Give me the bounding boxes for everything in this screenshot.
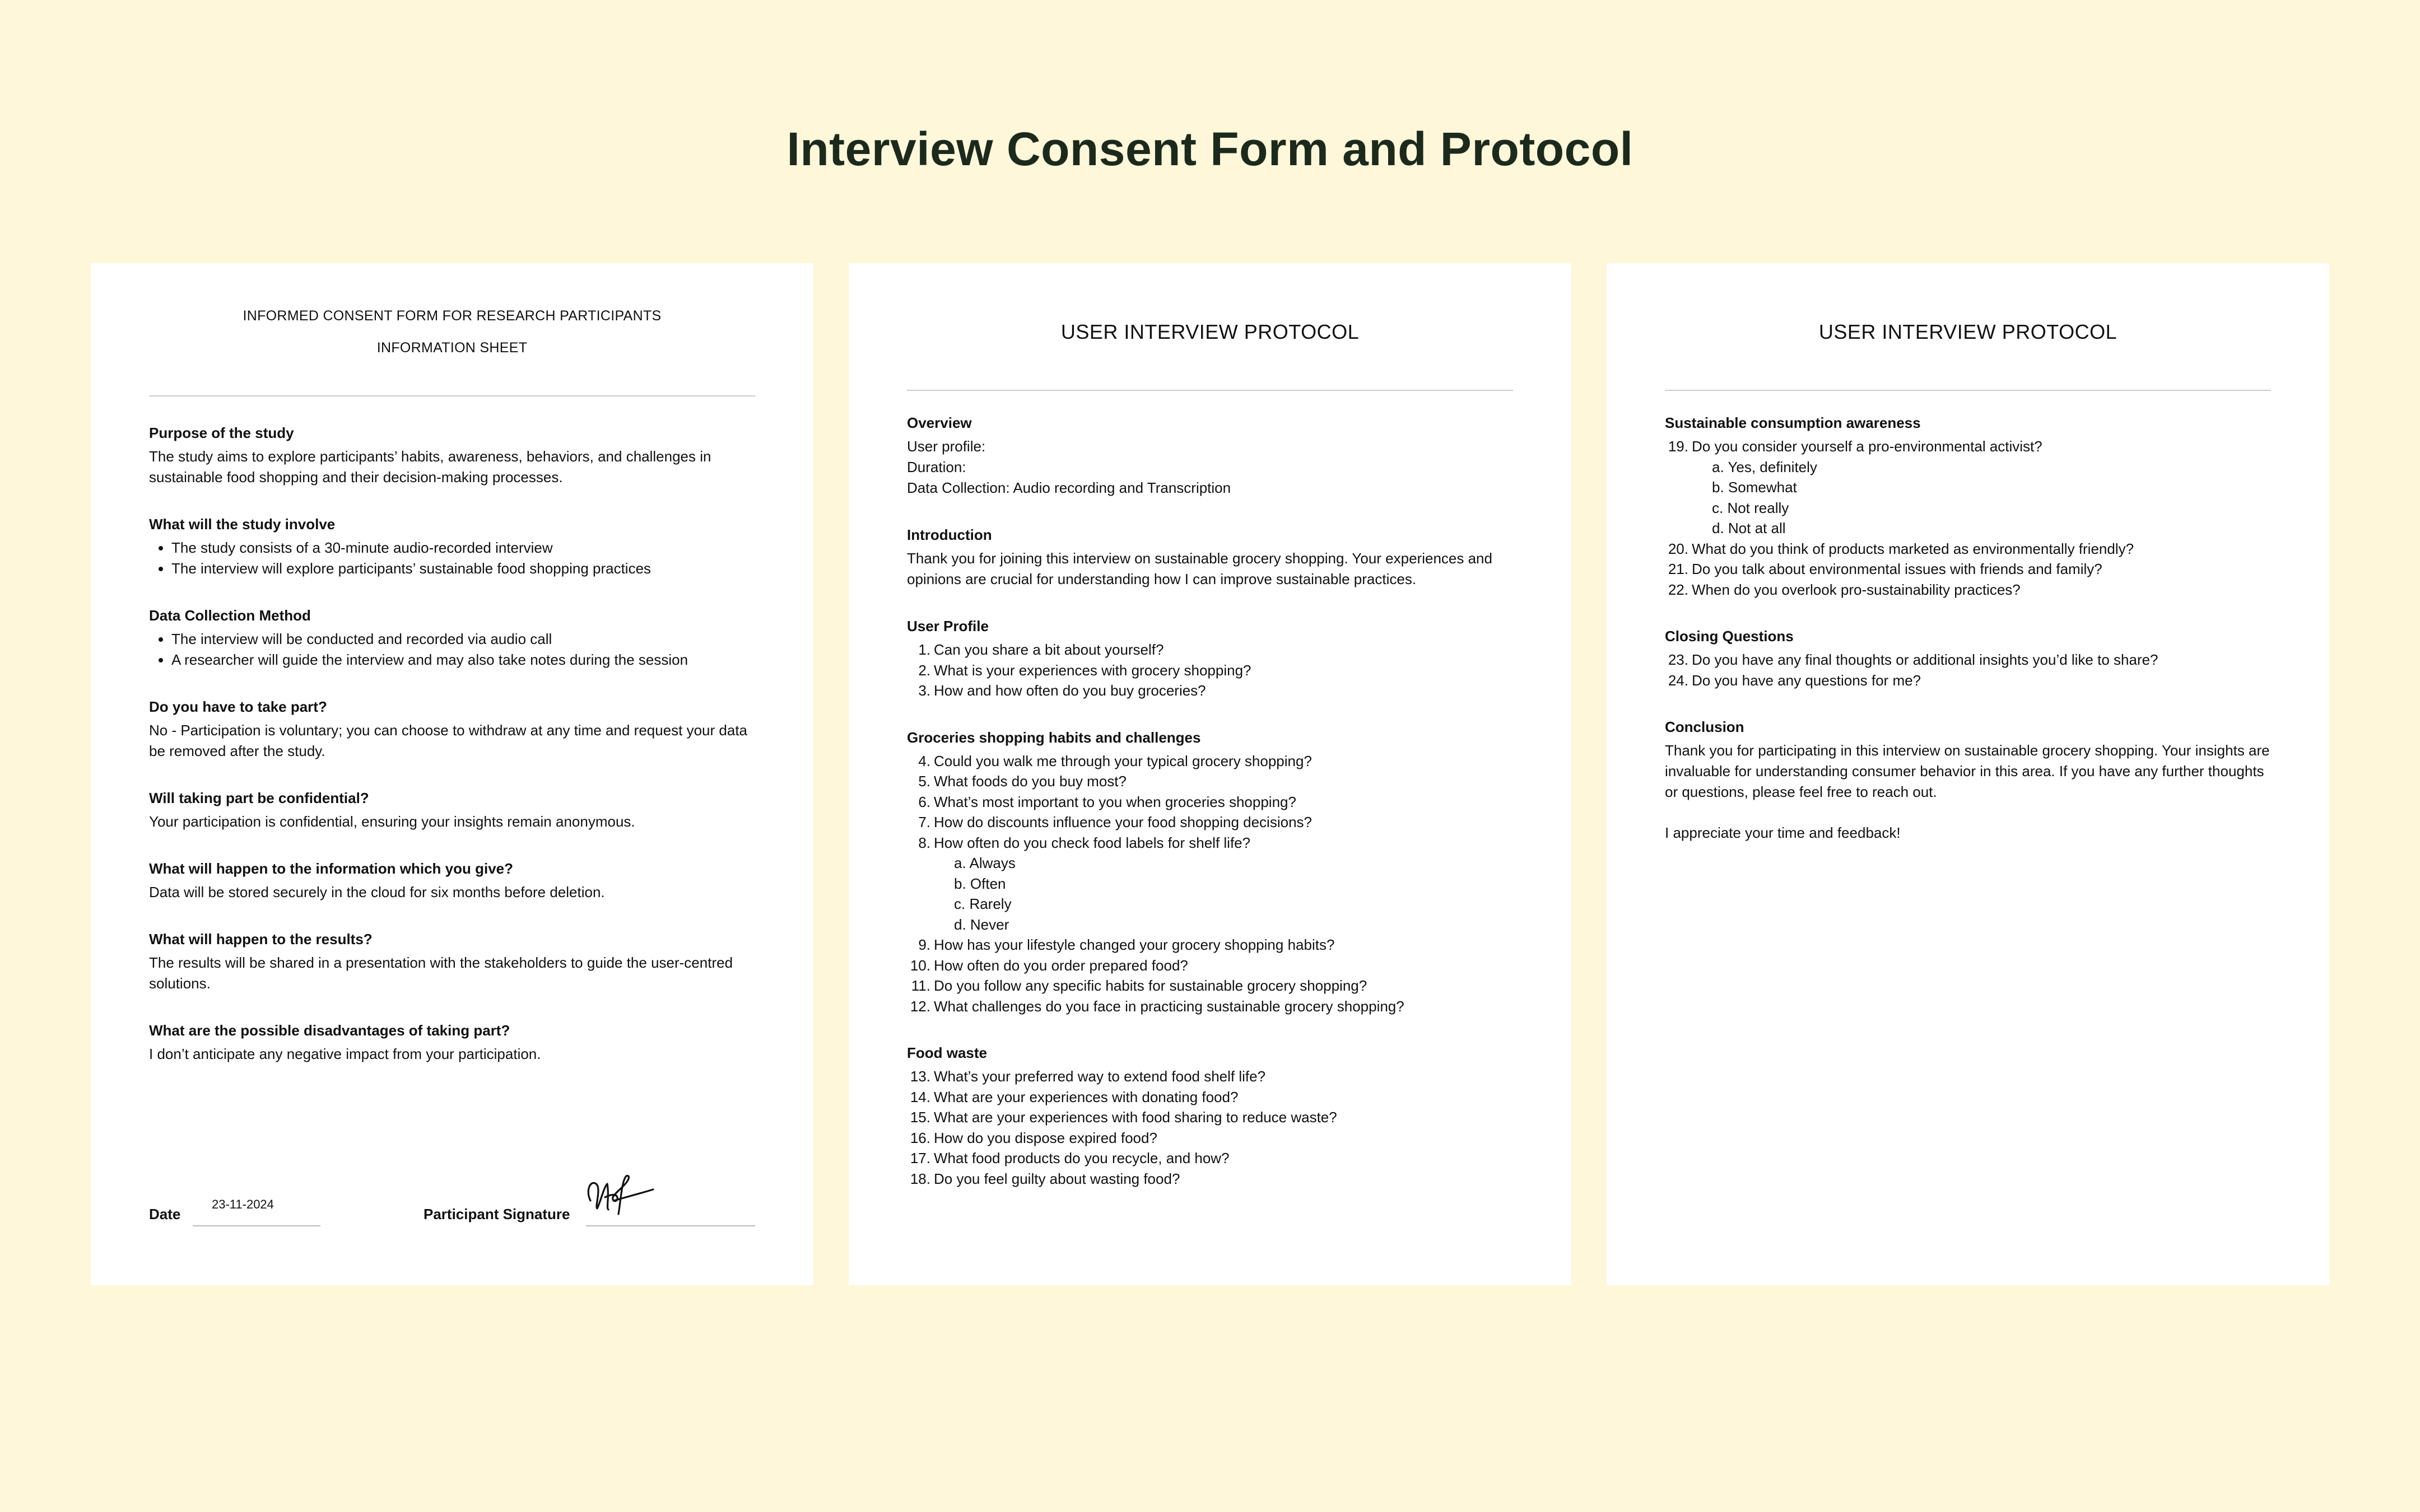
question-item: 11. Do you follow any specific habits for sustainable grocery shopping? (911, 977, 1367, 994)
section-purpose (149, 424, 755, 488)
section-title: Food waste (907, 1044, 988, 1061)
section-text: I don’t anticipate any negative impact from your participation. (149, 1046, 541, 1062)
section-title: Do you have to take part? (149, 698, 327, 715)
option-item: d. Not at all (1712, 520, 1786, 536)
signature-line (586, 1225, 755, 1226)
bullet-item: • A researcher will guide the interview and may also take notes during the session (171, 650, 755, 670)
section-text: Thank you for participating in this interview on sustainable grocery shopping. Your insights are invaluable for understanding consumer behavior in this area. If you have any further thoughts or questions, please feel free to reach out. (1665, 742, 2270, 800)
option-item: b. Somewhat (1712, 479, 1797, 496)
section-shopping-habits (907, 729, 1513, 1017)
overview-line: Data Collection: Audio recording and Transcription (907, 479, 1231, 496)
section-text: No - Participation is voluntary; you can choose to withdraw at any time and request your data be removed after the study. (149, 722, 748, 759)
bullet-item: • The interview will be conducted and recorded via audio call (171, 629, 755, 650)
section-title: What will the study involve (149, 516, 336, 533)
question-item: 12. What challenges do you face in practicing sustainable grocery shopping? (910, 997, 1404, 1015)
section-information (149, 860, 755, 903)
section-results (149, 931, 755, 994)
option-item: a. Always (954, 855, 1016, 871)
section-data-collection (149, 607, 755, 670)
question-item: 3. How and how often do you buy groceries? (918, 682, 1206, 699)
question-item: 13. What’s your preferred way to extend food shelf life? (910, 1068, 1266, 1085)
question-item: 16. How do you dispose expired food? (910, 1129, 1157, 1146)
signature-row (149, 1170, 755, 1226)
date-label: Date (149, 1206, 181, 1222)
section-text: Thank you for joining this interview on sustainable grocery shopping. Your experiences and opinions are crucial for understanding how I can improve sustainable practices. (907, 550, 1492, 587)
section-awareness (1665, 414, 2271, 600)
question-item: 23. Do you have any final thoughts or additional insights you’d like to share? (1668, 651, 2158, 668)
bullet-item: • The study consists of a 30-minute audio-recorded interview (171, 538, 755, 558)
question-item: 7. How do discounts influence your food shopping decisions? (918, 814, 1312, 830)
protocol-page-1 (849, 263, 1571, 1285)
protocol-header: USER INTERVIEW PROTOCOL (1818, 320, 2118, 343)
section-title: Closing Questions (1665, 628, 1794, 645)
question-item: 21. Do you talk about environmental issues with friends and family? (1668, 561, 2102, 577)
option-item: c. Not really (1712, 499, 1789, 516)
section-text: The study aims to explore participants’ habits, awareness, behaviors, and challenges in sustainable food shopping and their decision-making processes. (149, 448, 711, 486)
question-item: 9. How has your lifestyle changed your grocery shopping habits? (918, 936, 1335, 953)
signature-icon[interactable] (580, 1168, 659, 1219)
section-title: Will taking part be confidential? (149, 790, 369, 806)
page-title: Interview Consent Form and Protocol (787, 123, 1634, 175)
section-introduction (907, 526, 1513, 590)
section-title: Overview (907, 414, 972, 431)
question-item: 19. Do you consider yourself a pro-environmental activist? a. Yes, definitely b. Somewhat c. Not really d. Not at all (1665, 436, 2271, 539)
section-title: Groceries shopping habits and challenges (907, 729, 1201, 746)
section-overview (907, 414, 1513, 498)
question-item: 18. Do you feel guilty about wasting food? (910, 1170, 1180, 1187)
date-line (193, 1225, 320, 1226)
information-sheet-header: INFORMATION SHEET (376, 340, 528, 356)
section-disadvantages (149, 1022, 755, 1065)
thanks-text: I appreciate your time and feedback! (1665, 824, 1901, 841)
option-item: a. Yes, definitely (1712, 458, 1817, 475)
consent-form-page (91, 263, 813, 1285)
option-item: c. Rarely (954, 895, 1012, 912)
section-conclusion (1665, 718, 2271, 843)
section-user-profile (907, 618, 1513, 701)
section-title: Introduction (907, 526, 992, 543)
section-title: Conclusion (1665, 718, 1744, 735)
section-title: Data Collection Method (149, 607, 311, 624)
bullet-item: • The interview will explore participants’ sustainable food shopping practices (171, 558, 755, 579)
question-item: 8. How often do you check food labels for shelf life? a. Always b. Often c. Rarely d. Never (907, 833, 1513, 935)
question-item: 6. What’s most important to you when groceries shopping? (918, 793, 1296, 810)
section-title: What are the possible disadvantages of taking part? (149, 1022, 510, 1039)
question-item: 15. What are your experiences with food sharing to reduce waste? (910, 1109, 1337, 1126)
question-item: 5. What foods do you buy most? (918, 773, 1127, 790)
section-study-involve (149, 516, 755, 579)
question-item: 1. Can you share a bit about yourself? (918, 641, 1164, 658)
question-item: 17. What food products do you recycle, and how? (910, 1150, 1230, 1166)
section-title: User Profile (907, 618, 989, 634)
protocol-header: USER INTERVIEW PROTOCOL (1060, 320, 1360, 343)
section-closing (1665, 628, 2271, 690)
overview-line: User profile: (907, 438, 986, 455)
section-title: What will happen to the information which you give? (149, 860, 513, 877)
section-text: The results will be shared in a presentation with the stakeholders to guide the user-centred solutions. (149, 954, 733, 992)
question-item: 22. When do you overlook pro-sustainability practices? (1668, 581, 2021, 598)
overview-line: Duration: (907, 459, 966, 475)
question-item: 24. Do you have any questions for me? (1668, 671, 1921, 689)
section-text: Data will be stored securely in the cloud for six months before deletion. (149, 884, 605, 900)
question-item: 20. What do you think of products marketed as environmentally friendly? (1668, 540, 2134, 557)
question-item: 4. Could you walk me through your typical grocery shopping? (918, 752, 1312, 769)
section-text: Your participation is confidential, ensuring your insights remain anonymous. (149, 813, 635, 830)
question-item: 2. What is your experiences with grocery shopping? (918, 661, 1251, 679)
section-take-part (149, 698, 755, 762)
consent-form-header: INFORMED CONSENT FORM FOR RESEARCH PARTICIPANTS (243, 308, 662, 324)
section-food-waste (907, 1044, 1513, 1189)
section-title: Purpose of the study (149, 424, 294, 441)
section-title: What will happen to the results? (149, 931, 373, 948)
date-value[interactable]: 23-11-2024 (212, 1197, 274, 1211)
question-item: 10. How often do you order prepared food? (910, 956, 1188, 974)
option-item: d. Never (954, 916, 1009, 933)
protocol-page-2 (1607, 263, 2329, 1285)
section-confidential (149, 790, 755, 832)
question-item: 14. What are your experiences with donating food? (910, 1088, 1239, 1105)
signature-label: Participant Signature (424, 1206, 570, 1222)
section-title: Sustainable consumption awareness (1665, 414, 1921, 431)
option-item: b. Often (954, 875, 1006, 892)
